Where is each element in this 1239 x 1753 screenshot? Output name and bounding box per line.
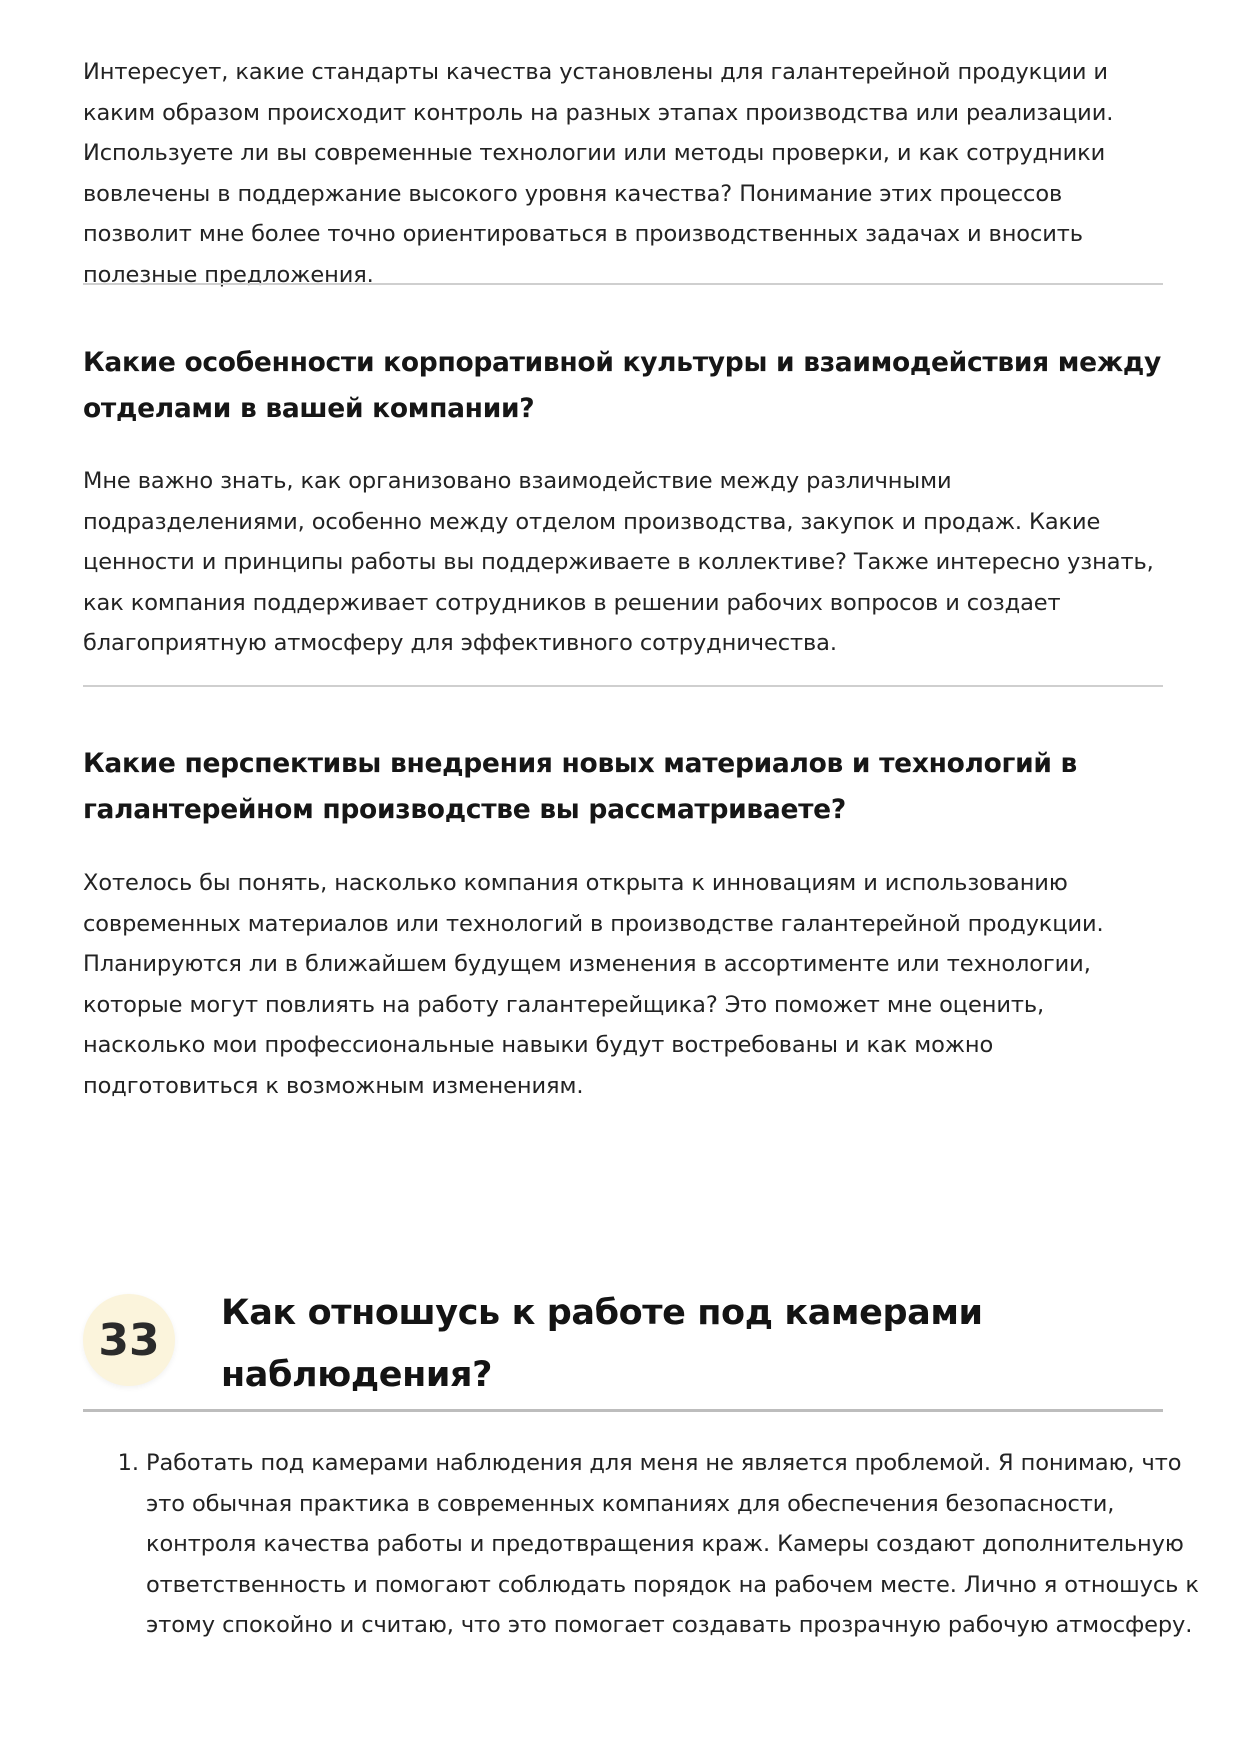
- question-answer-block: [83, 863, 1163, 1106]
- question-block: [83, 741, 1163, 833]
- section-title: Как отношусь к работе под камерами наблюдения?: [221, 1293, 983, 1395]
- question-heading: Какие особенности корпоративной культуры и взаимодействия между отделами в вашей компании?: [83, 347, 1161, 424]
- question-paragraph: Мне важно знать, как организовано взаимодействие между различными подразделениями, особенно между отделом производства, закупок и продаж. Какие ценности и принципы работы вы поддерживаете в коллективе? Также интересно узнать, как компания поддерживает сотрудников в решении рабочих вопросов и создает благоприятную атмосферу для эффективного сотрудничества.: [83, 468, 1154, 656]
- divider-line: [83, 685, 1163, 687]
- question-heading: Какие перспективы внедрения новых материалов и технологий в галантерейном производстве вы рассматриваете?: [83, 748, 1078, 825]
- section-rule: [83, 1409, 1163, 1412]
- question-block: [83, 340, 1163, 432]
- divider-line: [83, 283, 1163, 285]
- divider: [83, 283, 1163, 285]
- answers-list: [83, 1443, 1226, 1646]
- intro-paragraph: Интересует, какие стандарты качества установлены для галантерейной продукции и каким образом происходит контроль на разных этапах производства или реализации. Используете ли вы современные технологии или методы проверки, и как сотрудники вовлечены в поддержание высокого уровня качества? Понимание этих процессов позволит мне более точно ориентироваться в производственных задачах и вносить полезные предложения.: [83, 59, 1114, 288]
- section-number-badge: 33: [83, 1294, 175, 1386]
- section-header: [83, 1282, 1163, 1412]
- list-item: 1. Работать под камерами наблюдения для меня не является проблемой. Я понимаю, что это обычная практика в современных компаниях для обеспечения безопасности, контроля качества работы и предотвращения краж. Камеры создают дополнительную ответственность и помогают соблюдать порядок на рабочем месте. Лично я отношусь к этому спокойно и считаю, что это помогает создавать прозрачную рабочую атмосферу.: [146, 1443, 1226, 1646]
- divider: [83, 685, 1163, 687]
- question-paragraph: Хотелось бы понять, насколько компания открыта к инновациям и использованию современных материалов или технологий в производстве галантерейной продукции. Планируются ли в ближайшем будущем изменения в ассортименте или технологии, которые могут повлиять на работу галантерейщика? Это поможет мне оценить, насколько мои профессиональные навыки будут востребованы и как можно подготовиться к возможным изменениям.: [83, 870, 1104, 1099]
- intro-block: [83, 52, 1163, 295]
- question-answer-block: [83, 461, 1163, 664]
